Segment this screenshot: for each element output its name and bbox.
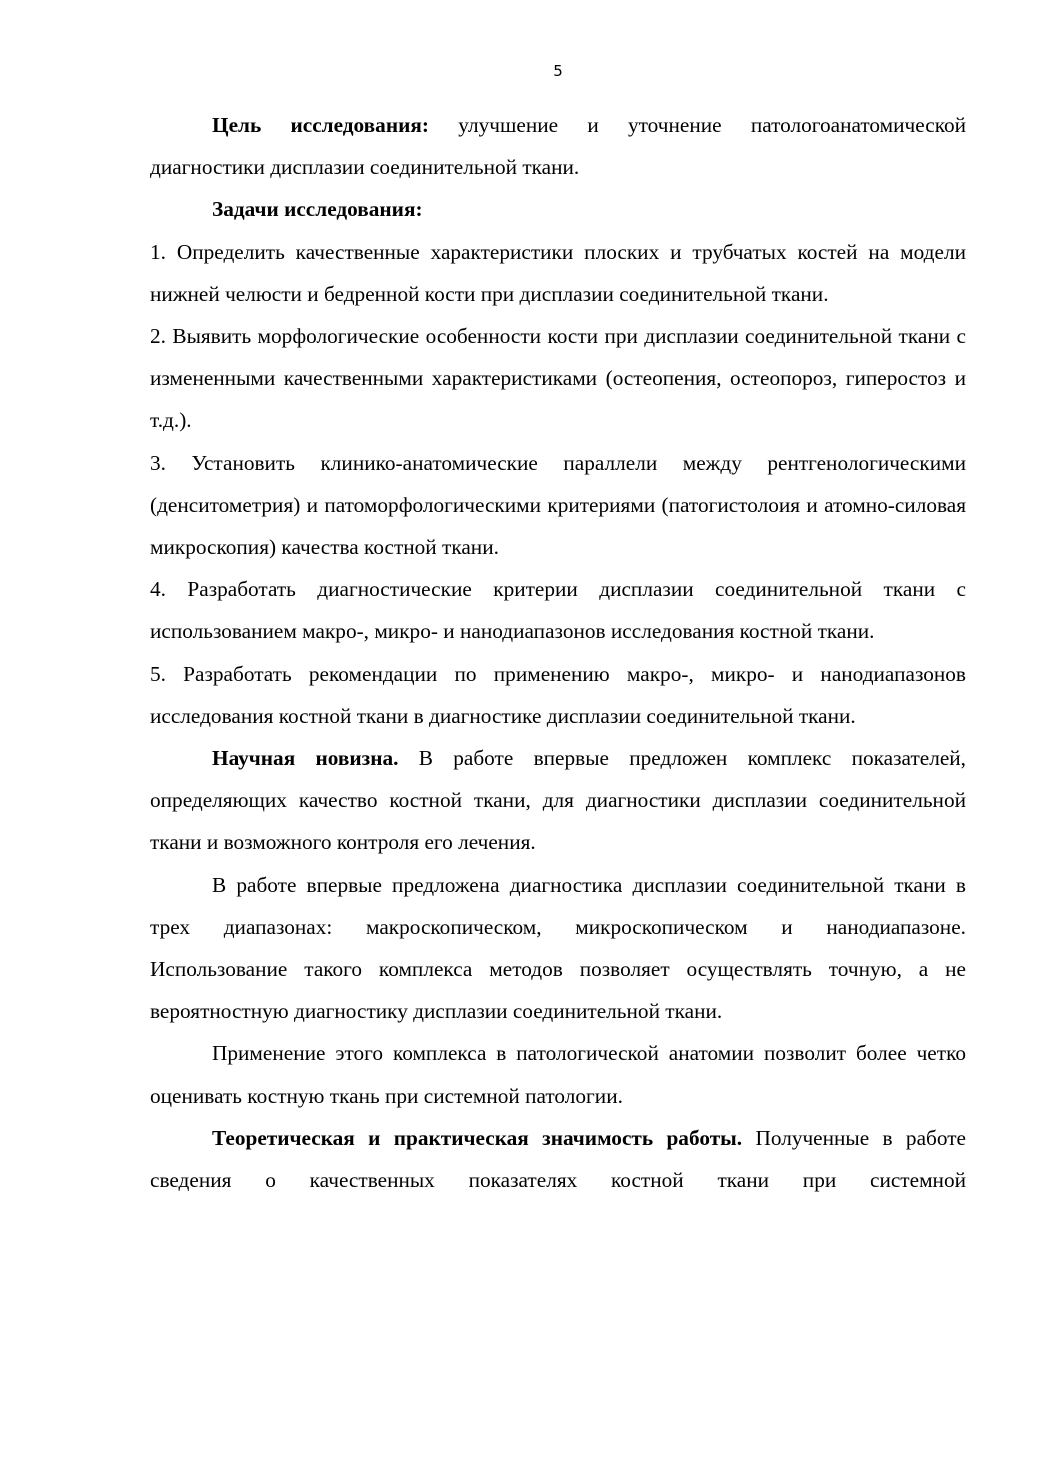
- tasks-heading: [150, 188, 966, 230]
- task-item-1: 1. Определить качественные характеристики плоских и трубчатых костей на модели нижней челюсти и бедренной кости при дисплазии соединительной ткани.: [150, 239, 966, 306]
- task-item-5: 5. Разработать рекомендации по применению макро-, микро- и нанодиапазонов исследования костной ткани в диагностике дисплазии соединительной ткани.: [150, 661, 966, 728]
- significance-label: Теоретическая и практическая значимость работы.: [212, 1125, 743, 1150]
- novelty-paragraph-3: Применение этого комплекса в патологической анатомии позволит более четко оценивать костную ткань при системной патологии.: [150, 1041, 966, 1108]
- significance-text: Полученные в работе сведения о качественных показателях костной ткани при системной: [150, 1125, 966, 1193]
- novelty-text: В работе впервые предложен комплекс показателей, определяющих качество костной ткани, для диагностики дисплазии соединительной ткани и возможного контроля его лечения.: [150, 746, 966, 855]
- task-item-4: 4. Разработать диагностические критерии дисплазии соединительной ткани с использованием макро-, микро- и нанодиапазонов исследования костной ткани.: [150, 577, 966, 644]
- page-number: 5: [553, 62, 563, 80]
- task-item-3: 3. Установить клинико-анатомические параллели между рентгенологическими (денситометрия) и патоморфологическими критериями (патогистолоия и атомно-силовая микроскопия) качества костной ткани.: [150, 450, 966, 560]
- novelty-paragraph: [150, 737, 966, 864]
- significance-paragraph: [150, 1117, 966, 1201]
- tasks-heading-label: Задачи исследования:: [212, 197, 423, 222]
- novelty-label: Научная новизна.: [212, 746, 399, 771]
- goal-label: Цель исследования:: [212, 113, 429, 137]
- goal-paragraph: [150, 104, 966, 188]
- task-item-2: 2. Выявить морфологические особенности кости при дисплазии соединительной ткани с измененными качественными характеристиками (остеопения, остеопороз, гиперостоз и т.д.).: [150, 324, 966, 433]
- novelty-paragraph-2: В работе впервые предложена диагностика дисплазии соединительной ткани в трех диапазонах: макроскопическом, микроскопическом и нанодиапазоне. Использование такого комплекса методов позволяет осуществлять точную, а не вероятностную диагностику дисплазии соединительной ткани.: [150, 872, 966, 1024]
- document-body: [150, 104, 966, 1201]
- goal-text: улучшение и уточнение патологоанатомической диагностики дисплазии соединительной ткани.: [150, 113, 967, 180]
